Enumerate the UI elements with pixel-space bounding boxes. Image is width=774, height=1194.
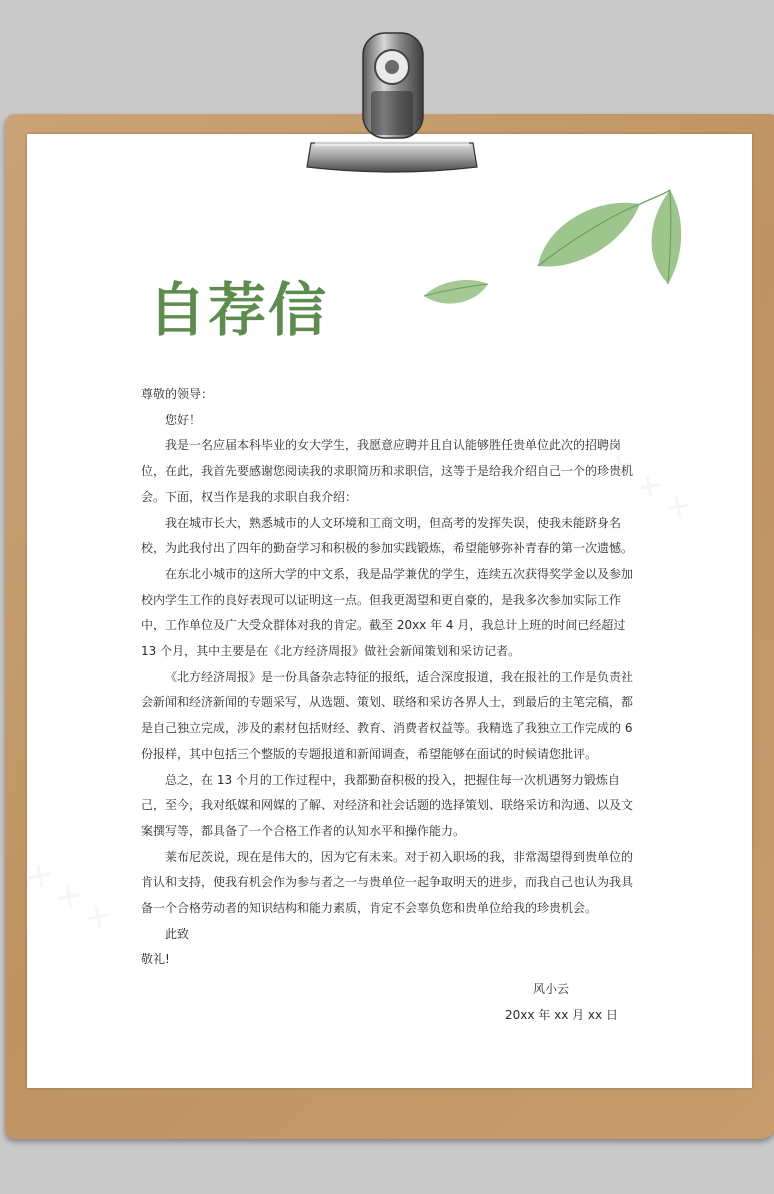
letter-paragraph: 在东北小城市的这所大学的中文系，我是品学兼优的学生，连续五次获得奖学金以及参加校内学生工作的良好表现可以证明这一点。但我更渴望和更自豪的，是我多次参加实际工作中，工作单位及广大受众群体对我的肯定。截至 20xx 年 4 月，我总计上班的时间已经超过 13 个月，其中主要是在《北方经济周报》做社会新闻策划和采访记者。 — [141, 566, 634, 659]
letter-paragraph: 莱布尼茨说，现在是伟大的，因为它有未来。对于初入职场的我，非常渴望得到贵单位的肯认和支持，使我有机会作为参与者之一与贵单位一起争取明天的进步，而我自己也认为我具备一个合格劳动者的知识结构和能力素质，肯定不会辜负您和贵单位给我的珍贵机会。 — [141, 849, 634, 916]
closing-salute: 敬礼! — [141, 952, 170, 967]
greeting: 您好！ — [165, 412, 202, 427]
letter-paragraph: 总之，在 13 个月的工作过程中，我都勤奋积极的投入，把握住每一次机遇努力锻炼自己，至今，我对纸媒和网媒的了解、对经济和社会话题的选择策划、联络采访和沟通、以及文案撰写等，都具备了一个合格工作者的认知水平和操作能力。 — [141, 772, 634, 838]
letter-paragraph: 我是一名应届本科毕业的女大学生，我愿意应聘并且自认能够胜任贵单位此次的招聘岗位，在此，我首先要感谢您阅读我的求职简历和求职信，这等于是给我介绍自己一个的珍贵机会。下面，权当作是我的求职自我介绍： — [141, 438, 634, 504]
closing-line: 此致 — [165, 926, 190, 941]
binder-clip-icon — [305, 25, 479, 177]
signature-name: 风小云 — [533, 982, 570, 996]
salutation: 尊敬的领导： — [141, 387, 214, 401]
signature-date: 20xx 年 xx 月 xx 日 — [505, 1008, 618, 1022]
letter-paragraph: 《北方经济周报》是一份具备杂志特征的报纸，适合深度报道，我在报社的工作是负责社会新闻和经济新闻的专题采写，从选题、策划、联络和采访各界人士，到最后的主笔完稿，都是自己独立完成，涉及的素材包括财经、教育、消费者权益等。我精选了我独立工作完成的 6 份报样，其中包括三个整版的专题报道和新闻调查，希望能够在面试的时候请您批评。 — [141, 669, 634, 761]
leaf-icon — [420, 186, 690, 316]
letter-paragraph: 我在城市长大，熟悉城市的人文环境和工商文明，但高考的发挥失误，使我未能跻身名校，为此我付出了四年的勤奋学习和积极的参加实践锻炼，希望能够弥补青春的第一次遗憾。 — [141, 515, 634, 556]
page-title: 自荐信 — [148, 276, 329, 344]
signature-block — [505, 976, 625, 1028]
letter-body — [141, 382, 637, 973]
